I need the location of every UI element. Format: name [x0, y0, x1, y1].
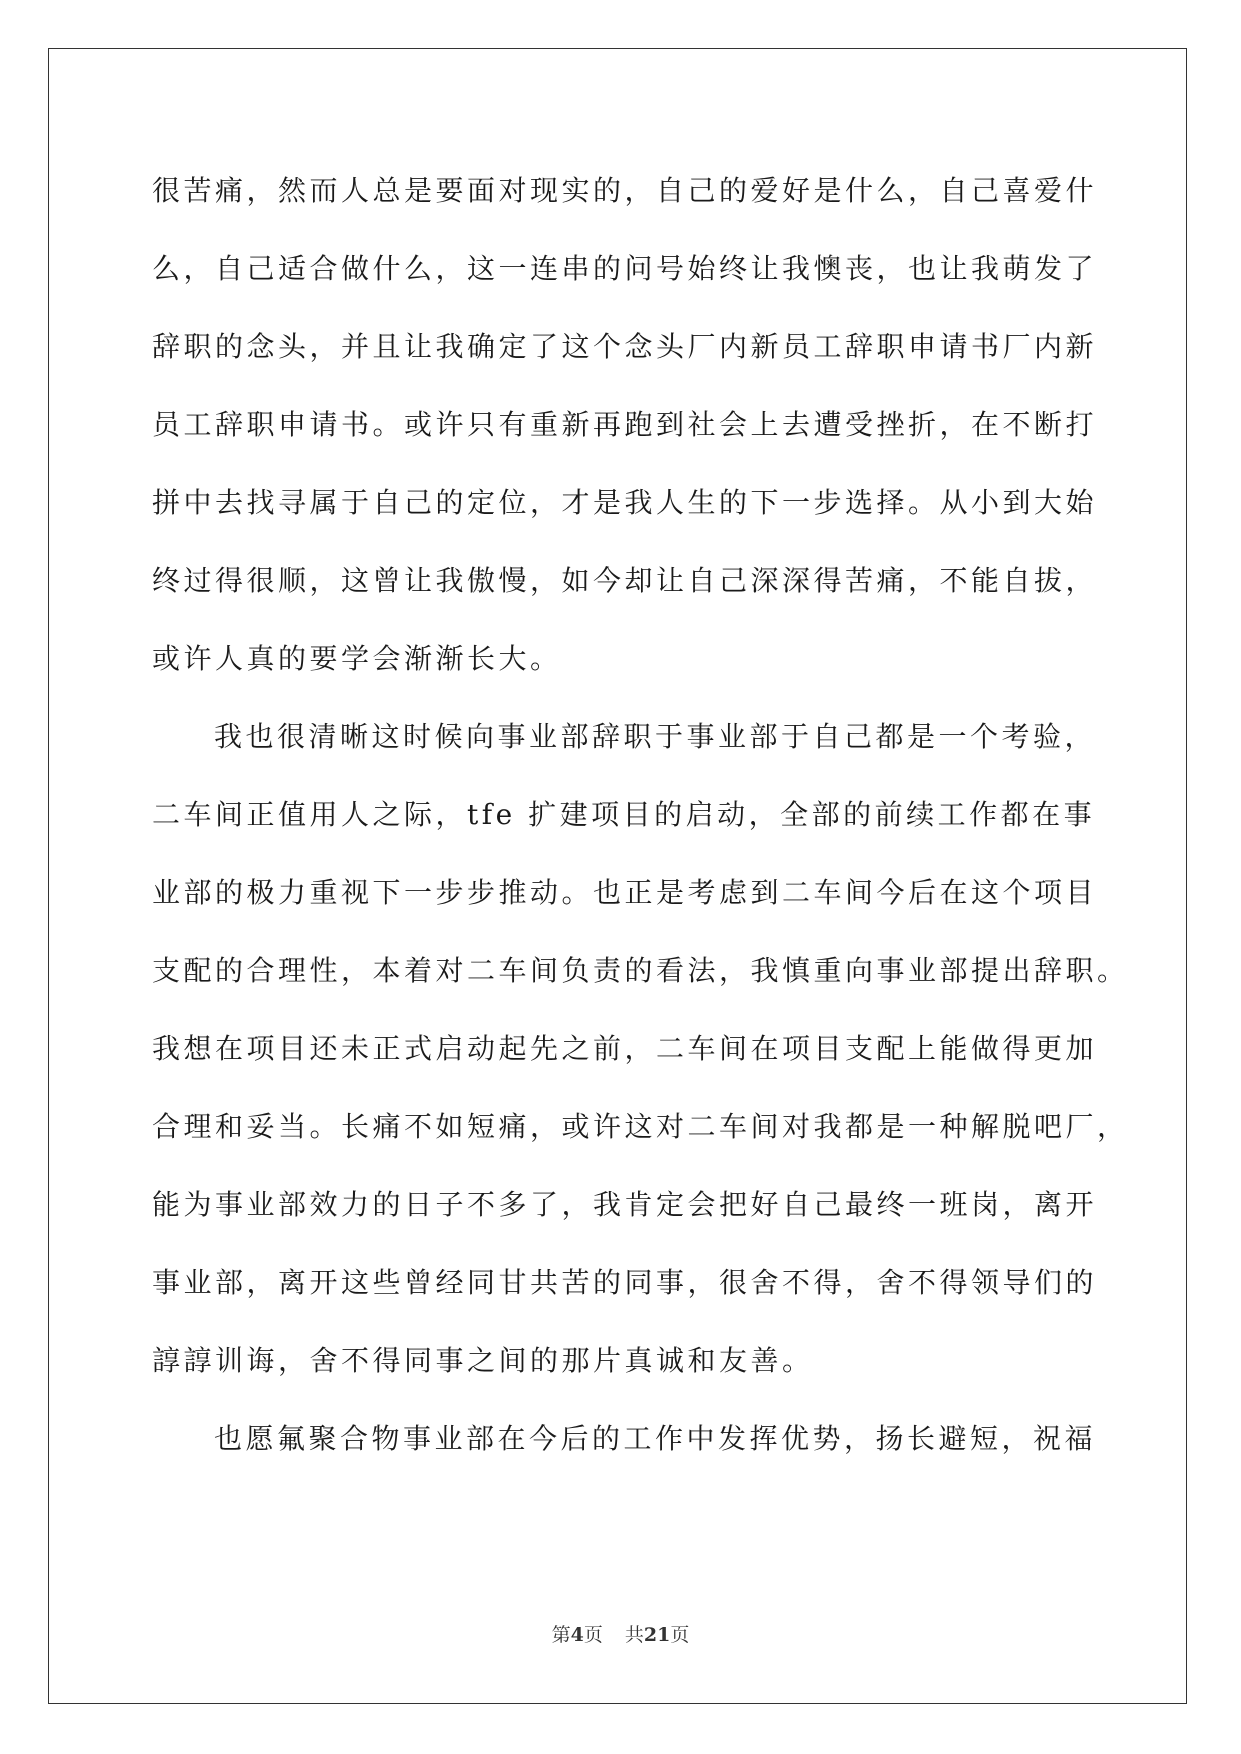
text-line: 拼中去找寻属于自己的定位，才是我人生的下一步选择。从小到大始: [152, 486, 1098, 519]
total-suffix: 页: [670, 1624, 690, 1646]
total-pages: 21: [643, 1624, 671, 1646]
page-footer: [0, 1620, 1241, 1647]
text-line: 我也很清晰这时候向事业部辞职于事业部于自己都是一个考验，: [214, 720, 1097, 753]
text-line: 或许人真的要学会渐渐长大。: [152, 642, 562, 675]
text-line: 也愿氟聚合物事业部在今后的工作中发挥优势，扬长避短，祝福: [214, 1422, 1097, 1455]
text-line: 么，自己适合做什么，这一连串的问号始终让我懊丧，也让我萌发了: [152, 252, 1098, 285]
total-prefix: 共: [624, 1624, 644, 1646]
text-line: 很苦痛，然而人总是要面对现实的，自己的爱好是什么，自己喜爱什: [152, 174, 1098, 207]
text-line: 辞职的念头，并且让我确定了这个念头厂内新员工辞职申请书厂内新: [152, 330, 1098, 363]
text-line: 业部的极力重视下一步步推动。也正是考虑到二车间今后在这个项目: [152, 876, 1098, 909]
text-line: 员工辞职申请书。或许只有重新再跑到社会上去遭受挫折，在不断打: [152, 408, 1098, 441]
text-line: 二车间正值用人之际，tfe 扩建项目的启动，全部的前续工作都在事: [152, 798, 1096, 831]
text-line: 能为事业部效力的日子不多了，我肯定会把好自己最终一班岗，离开: [152, 1188, 1098, 1221]
text-line: 我想在项目还未正式启动起先之前，二车间在项目支配上能做得更加: [152, 1032, 1098, 1065]
text-line: 合理和妥当。长痛不如短痛，或许这对二车间对我都是一种解脱吧厂，: [152, 1110, 1129, 1143]
text-line: 事业部，离开这些曾经同甘共苦的同事，很舍不得，舍不得领导们的: [152, 1266, 1098, 1299]
page-suffix: 页: [583, 1624, 603, 1646]
page-prefix: 第: [551, 1624, 571, 1646]
text-line: 支配的合理性，本着对二车间负责的看法，我慎重向事业部提出辞职。: [152, 954, 1129, 987]
text-line: 终过得很顺，这曾让我傲慢，如今却让自己深深得苦痛，不能自拔，: [152, 564, 1098, 597]
page-number: 4: [570, 1624, 584, 1646]
document-body: [152, 152, 1129, 1478]
text-line: 諄諄训诲，舍不得同事之间的那片真诚和友善。: [152, 1344, 814, 1377]
